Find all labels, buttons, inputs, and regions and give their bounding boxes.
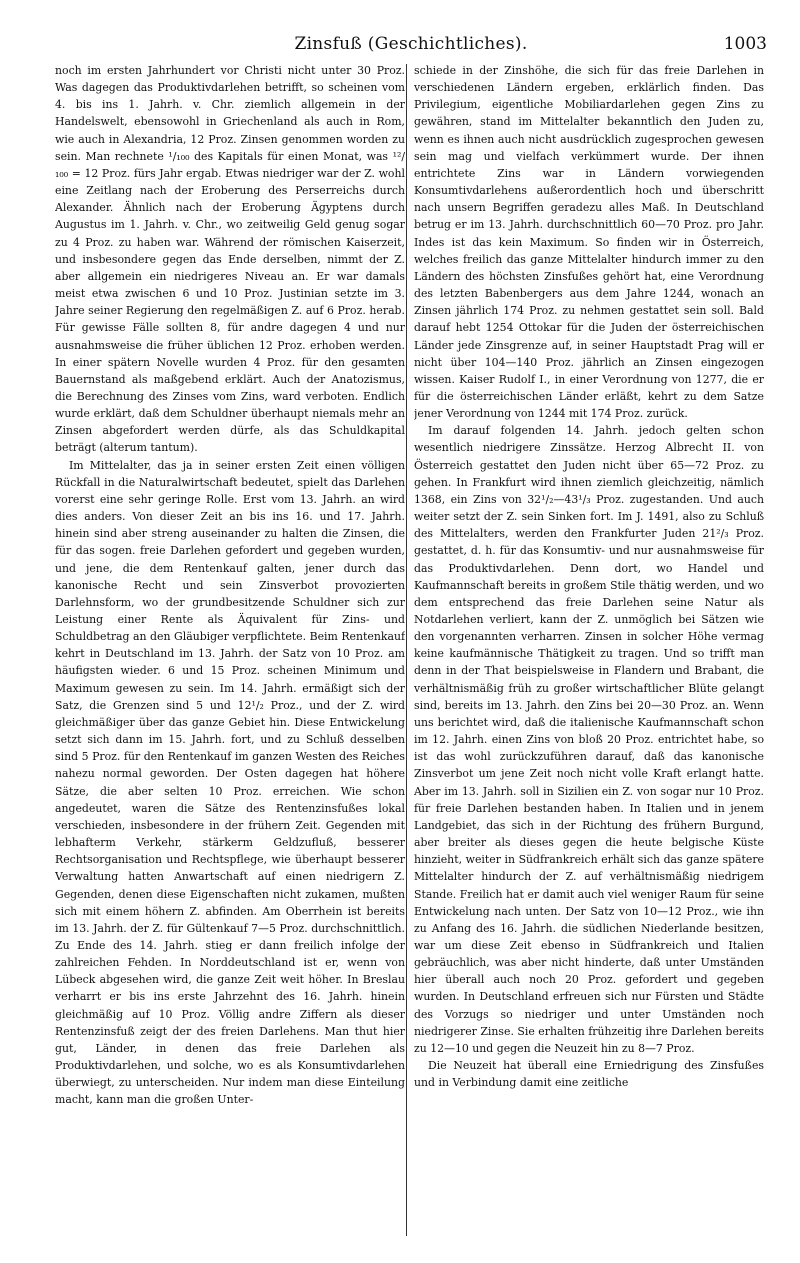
page-header	[55, 34, 767, 58]
paragraph: noch im ersten Jahrhundert vor Christi nicht unter 30 Proz. Was dagegen das Produktivdarlehen betrifft, so scheinen vom 4. bis ins 1. Jahrh. v. Chr. ziemlich allgemein in der Handelswelt, ebensowohl in Griechenland als auch in Rom, wie auch in Alexandria, 12 Proz. Zinsen genommen worden zu sein. Man rechnete ¹/₁₀₀ des Kapitals für einen Monat, was ¹²/₁₀₀ = 12 Proz. fürs Jahr ergab. Etwas niedriger war der Z. wohl eine Zeitlang nach der Eroberung des Perserreichs durch Alexander. Ähnlich nach der Eroberung Ägyptens durch Augustus im 1. Jahrh. v. Chr., wo zeitweilig Geld genug sogar zu 4 Proz. zu haben war. Während der römischen Kaiserzeit, und insbesondere gegen das Ende derselben, nimmt der Z. aber allgemein ein niedrigeres Niveau an. Er war damals meist etwa zwischen 6 und 10 Proz. Justinian setzte im 3. Jahre seiner Regierung den regelmäßigen Z. auf 6 Proz. herab. Für gewisse Fälle sollten 8, für andre dagegen 4 und nur ausnahmsweise die früher üblichen 12 Proz. erhoben werden. In einer spätern Novelle wurden 4 Proz. für den gesamten Bauernstand als maßgebend erklärt. Auch der Anatozismus, die Berechnung des Zinses vom Zins, ward verboten. Endlich wurde erklärt, daß dem Schuldner überhaupt niemals mehr an Zinsen abgefordert werden dürfe, als das Schuldkapital beträgt (alterum tantum).	[55, 64, 405, 455]
paragraph: Die Neuzeit hat überall eine Erniedrigung des Zinsfußes und in Verbindung damit eine zeitliche	[414, 1059, 764, 1090]
running-title: Zinsfuß (Geschichtliches).	[294, 34, 528, 54]
right-column	[414, 62, 764, 1252]
left-column	[55, 62, 405, 1252]
paragraph: Im darauf folgenden 14. Jahrh. jedoch gelten schon wesentlich niedrigere Zinssätze. Herzog Albrecht II. von Österreich gestattet den Juden nicht über 65—72 Proz. zu gehen. In Frankfurt wird ihnen ziemlich gleichzeitig, nämlich 1368, ein Zins von 32¹/₂—43¹/₃ Proz. zugestanden. Und auch weiter setzt der Z. sein Sinken fort. Im J. 1491, also zu Schluß des Mittelalters, werden den Frankfurter Juden 21²/₃ Proz. gestattet, d. h. für das Konsumtiv- und nur ausnahmsweise für das Produktivdarlehen. Denn dort, wo Handel und Kaufmannschaft bereits in großem Stile thätig werden, und wo dem entsprechend das freie Darlehen seine Natur als Notdarlehen verliert, kann der Z. unmöglich bei Sätzen wie den vorgenannten verharren. Zinsen in solcher Höhe vermag keine kaufmännische Thätigkeit zu tragen. Und so trifft man denn in der That beispielsweise in Flandern und Brabant, die verhältnismäßig früh zu großer wirtschaftlicher Blüte gelangt sind, bereits im 13. Jahrh. den Zins bei 20—30 Proz. an. Wenn uns berichtet wird, daß die italienische Kaufmannschaft schon im 12. Jahrh. einen Zins von bloß 20 Proz. entrichtet habe, so ist das wohl zurückzuführen darauf, daß das kanonische Zinsverbot um jene Zeit noch nicht volle Kraft erlangt hatte. Aber im 13. Jahrh. soll in Sizilien ein Z. von sogar nur 10 Proz. für freie Darlehen bestanden haben. In Italien und in jenem Landgebiet, das sich in der Richtung des frühern Burgund, aber breiter als dieses gegen die heute belgische Küste hinzieht, weiter in Südfrankreich erhält sich das ganze spätere Mittelalter hindurch der Z. auf verhältnismäßig niedrigem Stande. Freilich hat er damit auch viel weniger Raum für seine Entwickelung nach unten. Der Satz von 10—12 Proz., wie ihn zu Anfang des 16. Jahrh. die südlichen Niederlande besitzen, war um diese Zeit ebenso in Südfrankreich und Italien gebräuchlich, was aber nicht hinderte, daß unter Umständen hier überall auch noch 20 Proz. gefordert und gegeben wurden. In Deutschland erfreuen sich nur Fürsten und Städte des Vorzugs so niedriger und unter Umständen noch niedrigerer Zinse. Sie erhalten frühzeitig ihre Darlehen bereits zu 12—10 und gegen die Neuzeit hin zu 8—7 Proz.	[414, 424, 764, 1055]
paragraph: Im Mittelalter, das ja in seiner ersten Zeit einen völligen Rückfall in die Naturalwirtschaft bedeutet, spielt das Darlehen vorerst eine sehr geringe Rolle. Erst vom 13. Jahrh. an wird dies anders. Von dieser Zeit an bis ins 16. und 17. Jahrh. hinein sind aber streng auseinander zu halten die Zinsen, die für das sogen. freie Darlehen gefordert und gegeben wurden, und jene, die dem Rentenkauf galten, jener durch das kanonische Recht und sein Zinsverbot provozierten Darlehnsform, wo der grundbesitzende Schuldner sich zur Leistung einer Rente als Äquivalent für Zins- und Schuldbetrag an den Gläubiger verpflichtete. Beim Rentenkauf kehrt in Deutschland im 13. Jahrh. der Satz von 10 Proz. am häufigsten wieder. 6 und 15 Proz. scheinen Minimum und Maximum gewesen zu sein. Im 14. Jahrh. ermäßigt sich der Satz, die Grenzen sind 5 und 12¹/₂ Proz., und der Z. wird gleichmäßiger über das ganze Gebiet hin. Diese Entwickelung setzt sich dann im 15. Jahrh. fort, und zu Schluß desselben sind 5 Proz. für den Rentenkauf im ganzen Westen des Reiches nahezu normal geworden. Der Osten dagegen hat höhere Sätze, die aber selten 10 Proz. erreichen. Wie schon angedeutet, waren die Sätze des Rentenzinsfußes lokal verschieden, insbesondere in der frühern Zeit. Gegenden mit lebhafterm Verkehr, stärkerm Geldzufluß, besserer Rechtsorganisation und Rechtspflege, wie überhaupt besserer Verwaltung hatten Anwartschaft auf einen niedrigern Z. Gegenden, denen diese Eigenschaften nicht zukamen, mußten sich mit einem höhern Z. abfinden. Am Oberrhein ist bereits im 13. Jahrh. der Z. für Gültenkauf 7—5 Proz. durchschnittlich. Zu Ende des 14. Jahrh. stieg er dann freilich infolge der zahlreichen Fehden. In Norddeutschland ist er, wenn von Lübeck abgesehen wird, die ganze Zeit weit höher. In Breslau verharrt er bis ins erste Jahrzehnt des 16. Jahrh. hinein gleichmäßig auf 10 Proz. Völlig andre Ziffern als dieser Rentenzinsfuß zeigt der des freien Darlehens. Man thut hier gut, Länder, in denen das freie Darlehen als Produktivdarlehen, und solche, wo es als Konsumtivdarlehen überwiegt, zu unterscheiden. Nur indem man diese Einteilung macht, kann man die großen Unter-	[55, 458, 405, 1107]
column-divider	[406, 64, 407, 1236]
page-number: 1003	[723, 34, 767, 54]
paragraph: schiede in der Zinshöhe, die sich für das freie Darlehen in verschiedenen Ländern ergeben, erklärlich finden. Das Privilegium, eigentliche Mobiliardarlehen gegen Zins zu gewähren, stand im Mittelalter bekanntlich den Juden zu, wenn es ihnen auch nicht ausdrücklich zugesprochen gewesen sein mag und vielfach verkümmert wurde. Der ihnen entrichtete Zins war in Ländern vorwiegenden Konsumtivdarlehens außerordentlich hoch und überschritt nach unsern Begriffen geradezu alles Maß. In Deutschland betrug er im 13. Jahrh. durchschnittlich 60—70 Proz. pro Jahr. Indes ist das kein Maximum. So finden wir in Österreich, welches freilich das ganze Mittelalter hindurch immer zu den Ländern des höchsten Zinsfußes gehört hat, eine Verordnung des letzten Babenbergers aus dem Jahre 1244, wonach an Zinsen jährlich 174 Proz. zu nehmen gestattet sein soll. Bald darauf hebt 1254 Ottokar für die Juden der österreichischen Länder jede Zinsgrenze auf, in seiner Hauptstadt Prag will er nicht über 104—140 Proz. jährlich an Zinsen eingezogen wissen. Kaiser Rudolf I., in einer Verordnung von 1277, die er für die österreichischen Länder erläßt, kehrt zu dem Satze jener Verordnung von 1244 mit 174 Proz. zurück.	[414, 64, 764, 421]
